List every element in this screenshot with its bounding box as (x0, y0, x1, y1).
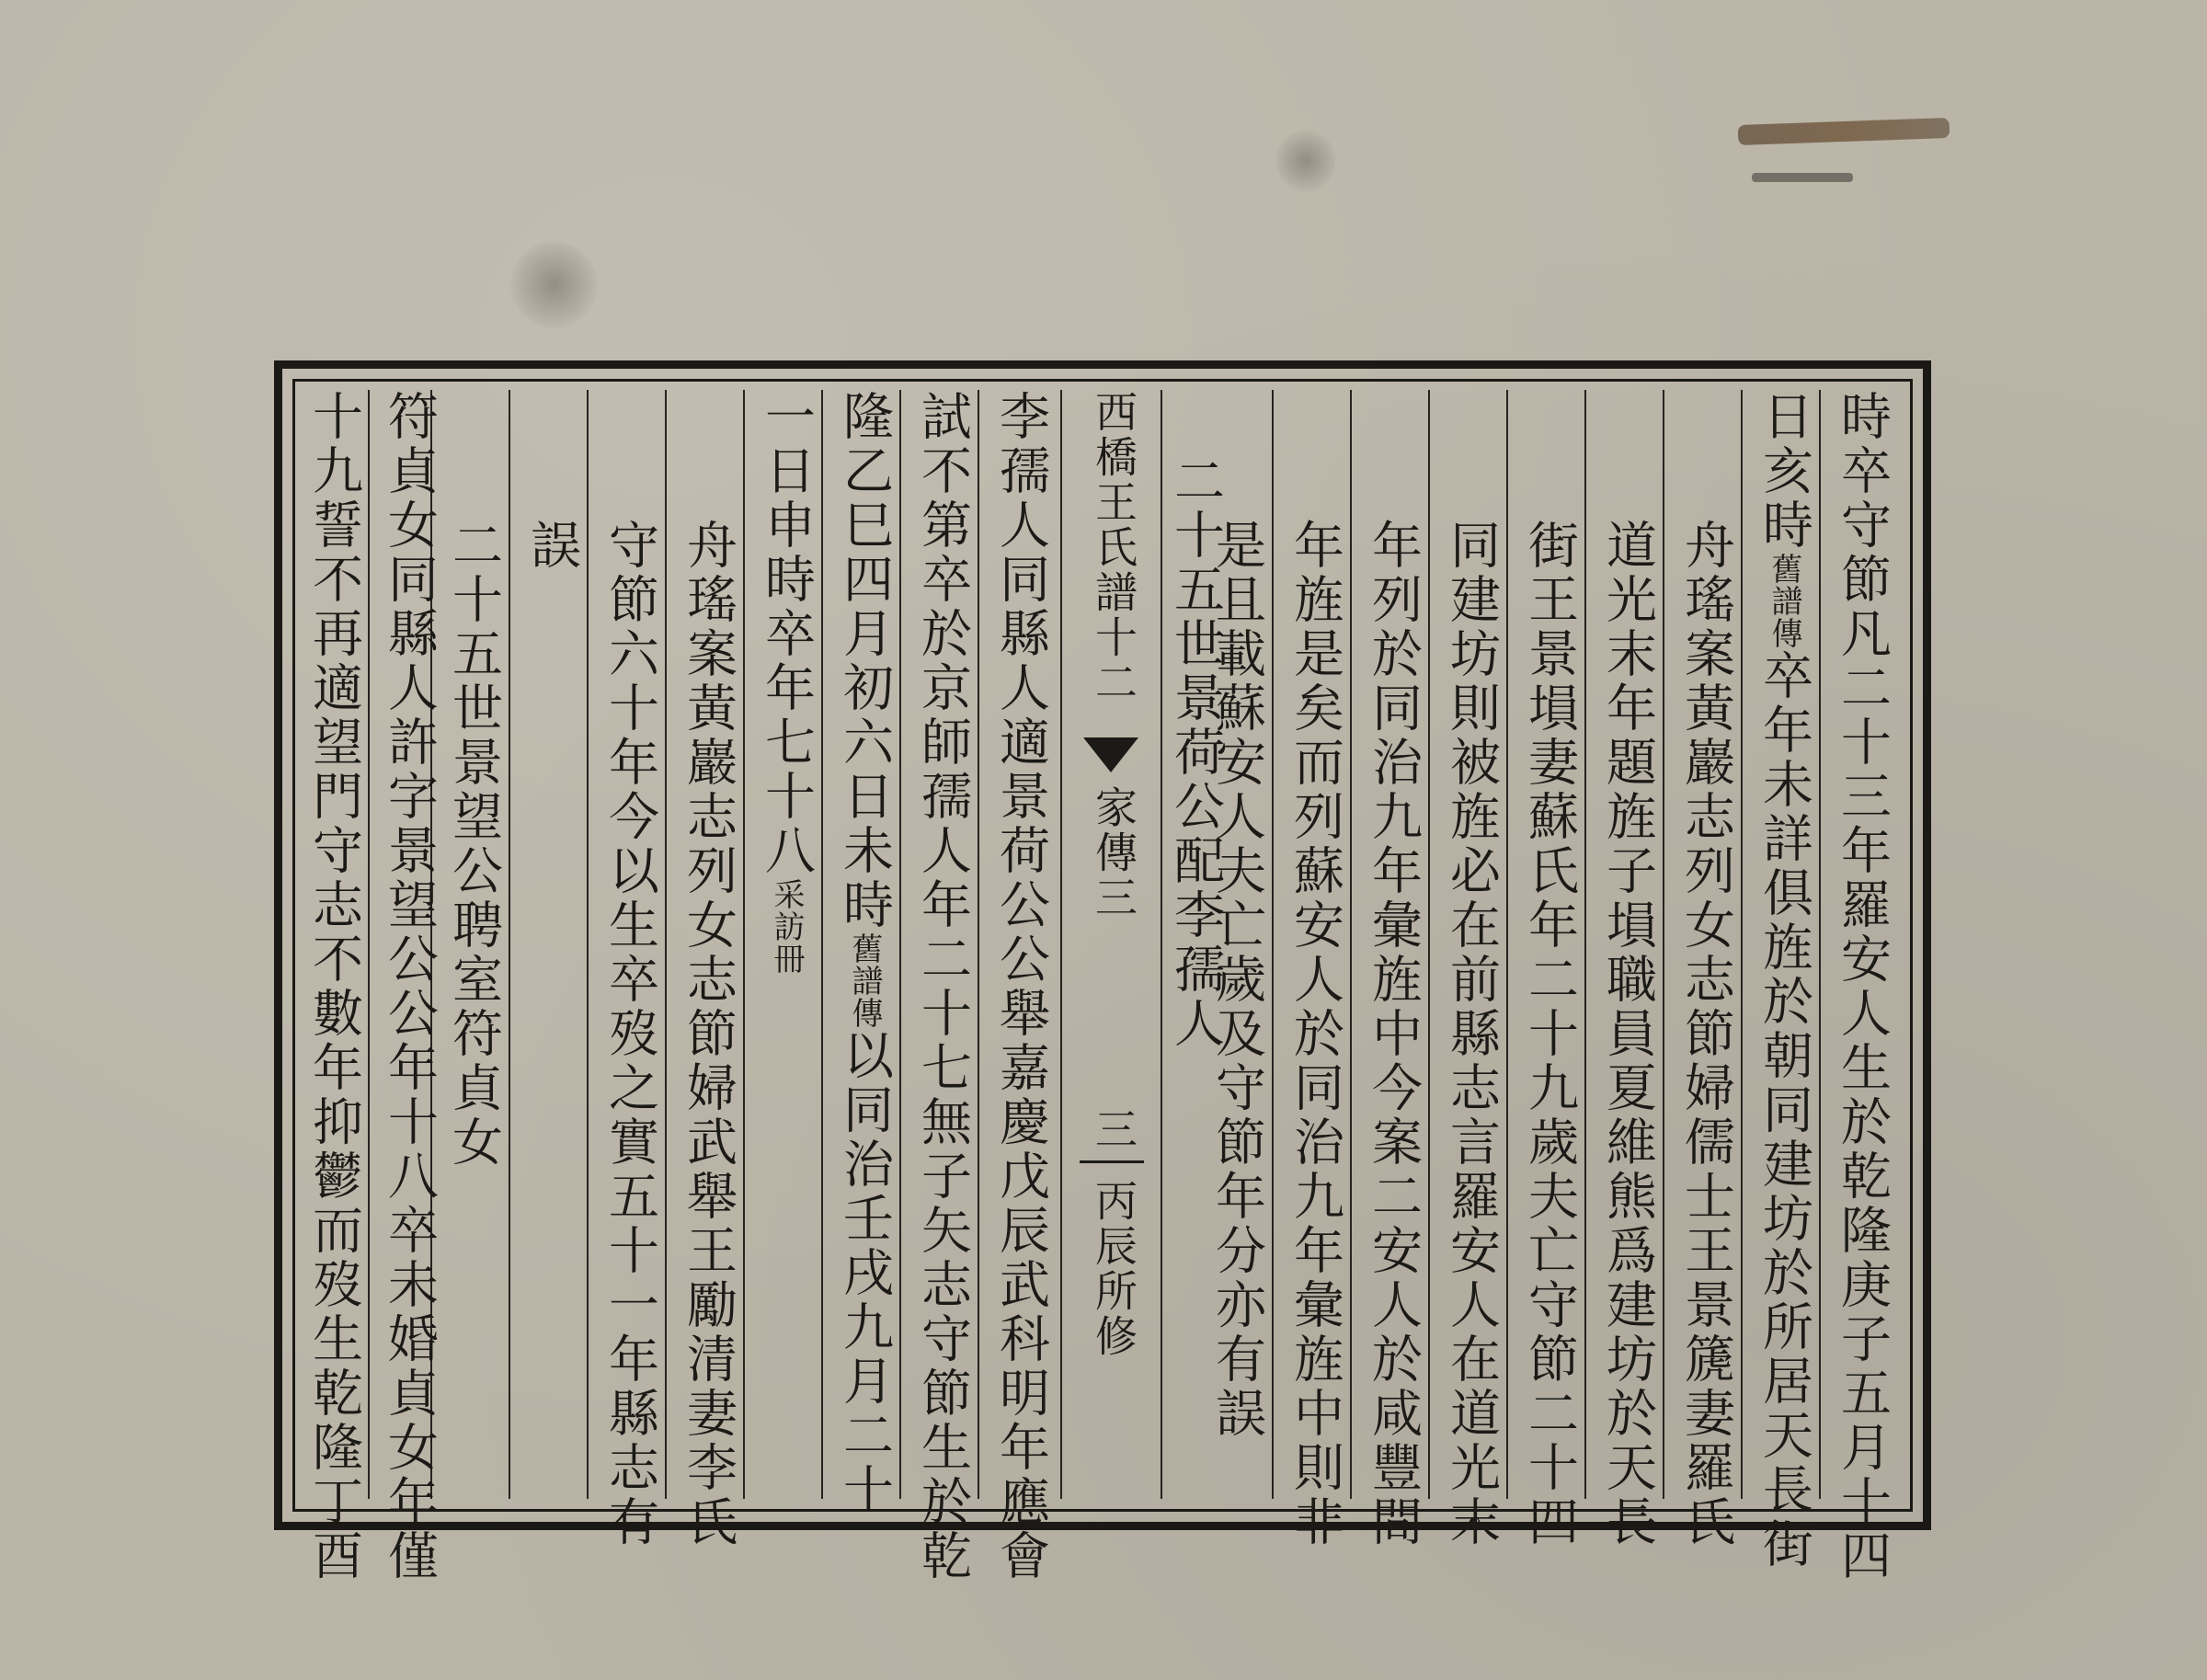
text-column: 時卒守節凡二十三年羅安人生於乾隆庚子五月十四 (1833, 390, 1892, 1583)
annotation: 采訪冊 (768, 878, 805, 975)
text-column: 日亥時舊譜傳卒年未詳俱旌於朝同建坊於所居天長街 (1755, 390, 1813, 1571)
column-rule (1741, 390, 1743, 1499)
center-rule-left (1060, 390, 1062, 1499)
text-column: 隆乙巳四月初六日未時舊譜傳以同治壬戌九月二十 (835, 390, 894, 1517)
column-rule (1819, 390, 1821, 1499)
text-column: 李孺人同縣人適景荷公公舉嘉慶戊辰武科明年應會 (991, 390, 1050, 1583)
fish-tail-mark (1083, 737, 1138, 772)
text-column: 年旌是矣而列蘇安人於同治九年彙旌中則非 (1286, 519, 1344, 1549)
section-label: 家傳三 (1089, 785, 1138, 920)
book-title: 西橋王氏譜十二 (1089, 390, 1138, 705)
tape-mark (1752, 173, 1853, 182)
center-fold (1063, 390, 1161, 1503)
column-rule (1350, 390, 1352, 1499)
text-column: 守節六十年今以生卒歿之實五十一年縣志有 (600, 519, 659, 1549)
text-column: 符貞女同縣人許字景望公公年十八卒未婚貞女年僅 (380, 390, 439, 1583)
text-column: 是且載蘇安人夫亡歲及守節年分亦有誤 (1207, 519, 1266, 1441)
stain-mark (1276, 129, 1335, 193)
column-rule (821, 390, 823, 1499)
stain-mark (510, 241, 598, 328)
text-column: 同建坊則被旌必在前縣志言羅安人在道光末 (1442, 519, 1501, 1549)
center-rule-right (1161, 390, 1162, 1499)
annotation: 舊譜傳 (846, 932, 883, 1029)
column-rule (978, 390, 979, 1499)
column-rule (899, 390, 901, 1499)
text-column: 道光末年題旌子塤職員夏維熊爲建坊於天長 (1598, 519, 1657, 1549)
text-column: 年列於同治九年彙旌中今案二安人於咸豐間 (1364, 519, 1423, 1549)
column-rule (1272, 390, 1274, 1499)
column-rule (743, 390, 745, 1499)
column-rule (1428, 390, 1430, 1499)
text-column: 舟瑤案黃巖志列女志節婦武舉王勵清妻李氏 (679, 519, 738, 1549)
column-rule (1663, 390, 1664, 1499)
column-rule (1584, 390, 1586, 1499)
column-rule (368, 390, 370, 1499)
text-column: 誤 (522, 519, 581, 573)
text-column: 一日申時卒年七十八采訪冊 (757, 390, 816, 975)
column-rule (587, 390, 589, 1499)
text-column: 二十五世景望公聘室符貞女 (444, 519, 503, 1170)
edition-note: 丙辰所修 (1089, 1179, 1138, 1359)
text-column: 街王景塤妻蘇氏年二十九歲夫亡守節二十四 (1520, 519, 1579, 1549)
text-column: 十九誓不再適望門守志不數年抑鬱而歿生乾隆丁酉 (304, 390, 363, 1583)
page-number: 三 (1089, 1107, 1138, 1152)
text-column: 舟瑤案黃巖志列女志節婦儒士王景篪妻羅氏 (1676, 519, 1735, 1549)
annotation: 舊譜傳 (1766, 553, 1802, 649)
text-column: 二十五世景荷公配李孺人 (1166, 454, 1225, 1051)
divider-mark (1080, 1160, 1144, 1163)
column-rule (1506, 390, 1508, 1499)
column-rule (509, 390, 510, 1499)
text-column: 試不第卒於京師孺人年二十七無子矢志守節生於乾 (913, 390, 972, 1583)
column-rule (665, 390, 667, 1499)
